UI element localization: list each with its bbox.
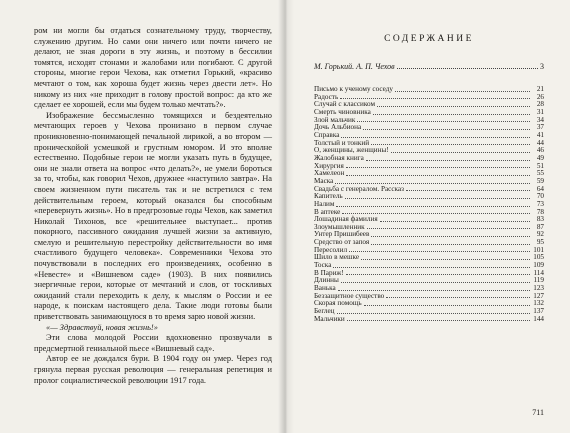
leader-dots <box>337 308 530 314</box>
toc-entry-title: Длинны <box>314 276 339 285</box>
leader-dots <box>391 147 530 153</box>
toc-entry-page: 119 <box>533 276 544 285</box>
toc-entry-title: Дочь Альбиона <box>314 123 362 132</box>
toc-entry-page: 87 <box>536 222 544 231</box>
leader-dots <box>349 247 530 253</box>
toc-entry-page: 44 <box>536 138 544 147</box>
toc-entry <box>314 277 544 285</box>
leader-dots <box>366 155 530 161</box>
toc-entry-page: 41 <box>536 130 544 139</box>
toc-entry <box>314 201 544 209</box>
leader-dots <box>346 170 530 176</box>
epigraph: «— Здравствуй, новая жизнь!» <box>46 322 158 332</box>
toc-entry <box>314 163 544 171</box>
paragraph: Изображение бессмысленно томящихся и бездеятельно мечтающих героев у Чехова пронизано в первом случае проникновенно-понимающей печальной лирикой, а во втором — проническойой усмешкой и грустным юмором. И это вполне естественно. Подобные герои не могли указать путь в будущее, они не знали ответа на вопрос «что делать?», не умели бороться за то, чтобы, как говорил Чехов, дружнее «наступило завтра». На своем жизненном пути писатель так и не встретился с тем действительным героем, который оказался бы способным «перевернуть жизнь». Но в предгрозовые годы Чехов, как заметил Николай Тихонов, все «решительнее выступает... против покорного, пассивного ожидания лучшей жизни за активную, смелую и решительную перестройку действительности во имя счастливого будущего человека». Современники Чехова это почувствовали в последних его произведениях, особенно в «Невесте» и «Вишневом саде» (1903). В них появились энергичные герои, которые от мечтаний и слов, от тоскливых ожиданий стали переходить к делу, к мыслям о России и ее народе, к поискам настоящего дела. Такие люди готовы были приветствовать занимающуюся в то время зарю новой жизни. <box>34 110 272 322</box>
leader-dots <box>333 262 530 268</box>
toc-entry-title: Лошадиная фамилия <box>314 215 378 224</box>
toc-entry <box>314 270 544 278</box>
toc-entry-page: 34 <box>536 115 544 124</box>
toc-entry-page: 51 <box>536 161 544 170</box>
toc-entry-title: В аптеке <box>314 207 341 216</box>
toc-entry <box>314 308 544 316</box>
article-text <box>34 26 272 386</box>
toc-entry-page: 59 <box>536 176 544 185</box>
toc-entry-title: Пересолил <box>314 245 348 254</box>
toc-entry-title: Злоумышленник <box>314 222 365 231</box>
toc-entry-title: Капитель <box>314 192 343 201</box>
toc-entry-page: 73 <box>536 199 544 208</box>
paragraph: Эти слова молодой России вдохновенно прозвучали в предсмертной гениальной пьесе «Вишневый сад». <box>34 333 272 353</box>
toc-entry-title: Ванька <box>314 284 336 293</box>
leader-dots <box>397 62 538 69</box>
toc-entry <box>314 86 544 94</box>
paragraph: ром ни могли бы отдаться сознательному труду, творчеству, служению другим. Но сами они ничего или почти ничего не делают, не зная дороги в эту жизнь, и поэтому в бессилии томятся, исходят стонами и жалобами или погибают. С другой стороны, многие герои Чехова, как отметил Горький, «красиво мечтают о том, как хороша будет жизнь через двести лет». Но никому из них «не приходит в голову простой вопрос: да кто же сделает ее хорошей, если мы будем только мечтать?». <box>34 26 272 110</box>
toc-entry-title: Унтер Пришибеев <box>314 230 370 239</box>
toc-entry-title: Тоска <box>314 261 332 270</box>
toc-entry-page: 26 <box>536 92 544 101</box>
leader-dots <box>367 224 530 230</box>
toc-entry-page: 114 <box>533 268 544 277</box>
toc-list <box>314 86 544 323</box>
leader-dots <box>341 277 530 283</box>
toc-head-title: М. Горький. А. П. Чехов <box>314 62 395 71</box>
toc-entry-page: 127 <box>533 291 544 300</box>
toc-entry-page: 144 <box>533 314 544 323</box>
toc-entry-title: Налим <box>314 199 335 208</box>
toc-entry-title: В Париж! <box>314 268 344 277</box>
toc-entry-title: О, женщины, женщины! <box>314 146 389 155</box>
leader-dots <box>380 216 530 222</box>
toc-entry-page: 46 <box>536 146 544 155</box>
leader-dots <box>342 209 530 215</box>
leader-dots <box>363 124 530 130</box>
leader-dots <box>386 293 530 299</box>
page-number: 711 <box>532 408 544 417</box>
toc-head-entry <box>314 62 544 72</box>
toc-entry-page: 95 <box>536 238 544 247</box>
leader-dots <box>335 178 530 184</box>
toc-entry-title: Беззащитное существо <box>314 291 385 300</box>
leader-dots <box>377 101 530 107</box>
toc-entry <box>314 186 544 194</box>
toc-entry-page: 137 <box>533 307 544 316</box>
toc-entry-title: Хирургия <box>314 161 344 170</box>
toc-entry-page: 70 <box>536 192 544 201</box>
toc-entry-title: Смерть чиновника <box>314 107 371 116</box>
toc-entry-page: 132 <box>533 299 544 308</box>
toc-entry-page: 37 <box>536 123 544 132</box>
leader-dots <box>371 239 530 245</box>
toc-entry-title: Скорая помощь <box>314 299 362 308</box>
toc-entry-page: 64 <box>536 184 544 193</box>
toc-entry-page: 92 <box>536 230 544 239</box>
toc-entry-title: Случай с классиком <box>314 100 376 109</box>
toc-entry <box>314 124 544 132</box>
leader-dots <box>395 86 530 92</box>
leader-dots <box>346 163 530 169</box>
toc-entry-title: Хамелеон <box>314 169 345 178</box>
toc-entry-page: 31 <box>536 107 544 116</box>
toc-entry-page: 123 <box>533 284 544 293</box>
toc-head-page: 3 <box>540 62 544 71</box>
toc-entry-title: Мальчики <box>314 314 345 323</box>
toc-entry-page: 21 <box>536 85 544 93</box>
toc-entry-title: Беглец <box>314 307 335 316</box>
leader-dots <box>361 254 530 260</box>
toc-entry-page: 49 <box>536 153 544 162</box>
leader-dots <box>347 316 530 322</box>
leader-dots <box>345 193 530 199</box>
toc-entry <box>314 193 544 201</box>
toc-entry-title: Злой мальчик <box>314 115 356 124</box>
toc-entry-title: Маска <box>314 176 334 185</box>
paragraph: Автор ее не дождался бури. В 1904 году он умер. Через год грянула первая русская революция — генеральная репетиция и пролог социалистической революции 1917 года. <box>34 354 272 385</box>
toc-entry <box>314 239 544 247</box>
toc-entry-title: Письмо к ученому соседу <box>314 85 393 93</box>
toc-entry <box>314 170 544 178</box>
leader-dots <box>373 109 530 115</box>
leader-dots <box>371 140 530 146</box>
toc-entry-page: 109 <box>533 261 544 270</box>
toc-entry-title: Шило в мешке <box>314 253 360 262</box>
toc-entry-page: 101 <box>533 245 544 254</box>
toc-entry <box>314 262 544 270</box>
leader-dots <box>346 270 530 276</box>
toc-entry <box>314 254 544 262</box>
leader-dots <box>340 94 530 100</box>
right-page <box>286 0 570 433</box>
leader-dots <box>364 300 530 306</box>
toc-entry <box>314 155 544 163</box>
toc-entry-page: 55 <box>536 169 544 178</box>
book-spine-shadow <box>278 0 294 433</box>
leader-dots <box>357 117 530 123</box>
toc-entry-page: 28 <box>536 100 544 109</box>
toc-entry-title: Жалобная книга <box>314 153 364 162</box>
toc-entry-page: 105 <box>533 253 544 262</box>
leader-dots <box>371 231 530 237</box>
toc-entry-title: Радость <box>314 92 339 101</box>
leader-dots <box>406 186 530 192</box>
toc-entry <box>314 316 544 324</box>
toc-entry-page: 78 <box>536 207 544 216</box>
leader-dots <box>336 201 530 207</box>
toc-entry-title: Справка <box>314 130 340 139</box>
toc-entry-title: Свадьба с генералом. Рассказ <box>314 184 404 193</box>
toc-entry-title: Толстый и тонкий <box>314 138 370 147</box>
toc-entry <box>314 300 544 308</box>
toc-title: СОДЕРЖАНИЕ <box>384 34 474 44</box>
toc-entry-page: 83 <box>536 215 544 224</box>
leader-dots <box>341 132 530 138</box>
leader-dots <box>338 285 530 291</box>
toc-entry-title: Средство от запоя <box>314 238 370 247</box>
